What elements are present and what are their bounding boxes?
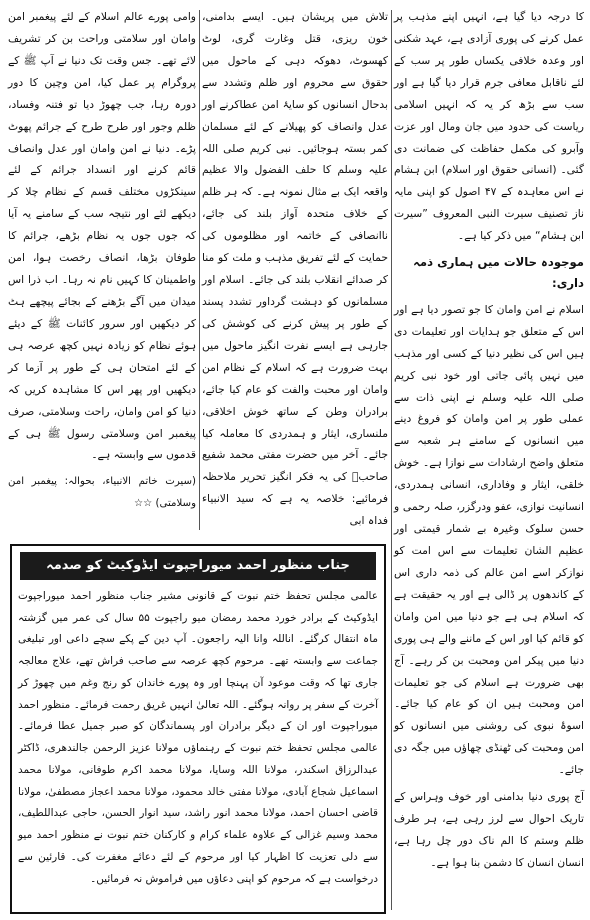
notice-body: عالمی مجلس تحفظ ختم نبوت کے قانونی مشیر جناب منظور احمد میوراجپوت ایڈوکیٹ کے برادر خورد محمد رمضان میو راجپوت ۵۵ سال کی عمر میں گزشتہ ماہ انتقال کرگئے۔ اناللہ وانا الیہ راجعون۔ آپ دین کے پکے سچے داعی اور تبلیغی جماعت سے وابستہ تھے۔ مرحوم کچھ عرصہ سے صاحب فراش تھے، علاج معالجہ جاری تھا کہ وقت موعود آن پہنچا اور وہ پورے خاندان کو رنج وغم میں چھوڑ کر آخرت کے سفر پر روانہ ہوگئے۔ اللہ تعالیٰ انہیں غریق رحمت فرمائے۔ منظور احمد میوراجپوت اور ان کے دیگر برادران اور پسماندگان کو صبر جمیل عطا فرمائے۔ عالمی مجلس تحفظ ختم نبوت کے رہنماؤں مولانا عزیز الرحمن جالندھری، ڈاکٹر عبدالرزاق اسکندر، مولانا اللہ وسایا، مولانا محمد اکرم طوفانی، مولانا محمد اسماعیل شجاع آبادی، مولانا مفتی خالد محمود، مولانا محمد اعجاز مصطفیٰ، مولانا قاضی احسان احمد، مولانا محمد انور راشد، سید انوار الحسن، حاجی عبداللطیف، محمد وسیم غزالی کے علاوہ علماء کرام و کارکنان ختم نبوت نے منظور احمد میو سے دلی تعزیت کا اظہار کیا اور مرحوم کے لئے دعائے مغفرت کی۔ قارئین سے درخواست ہے کہ مرحوم کو اپنی دعاؤں میں فراموش نہ فرمائیں۔ <box>18 590 378 885</box>
right-column-paragraph: آج پوری دنیا بدامنی اور خوف وہراس کے تاریک احوال سے لرز رہی ہے، ہر طرف ظلم وستم کا الم ناک دور چل رہا ہے، انسان انسان کا دشمن بنا ہوا ہے۔ <box>394 790 584 869</box>
left-column <box>8 6 196 536</box>
condolence-notice-box <box>10 544 386 914</box>
right-column-paragraph: کا درجہ دیا گیا ہے، انہیں اپنے مذہب پر عمل کرنے کی پوری آزادی ہے، عہد شکنی اور وعدہ خلافی یکساں طور پر سب کے لئے ناقابل معافی جرم قرار دیا گیا ہے اور سب سے بڑھ کر یہ کہ انہیں اسلامی ریاست کی حدود میں جان ومال اور عزت وآبرو کی مکمل حفاظت کی ضمانت دی گئی۔ (انسانی حقوق اور اسلام) ابن ہشام نے اس معاہدہ کے ۴۷ اصول کو اپنی مایہ ناز تصنیف سیرت النبی المعروف ”سیرت ابن ہشام“ میں ذکر کیا ہے۔ <box>394 10 584 243</box>
column-divider <box>391 10 392 910</box>
reference-note: (سیرت خاتم الانبیاء، بحوالہ: پیغمبر امن وسلامتی) ☆☆ <box>8 476 196 510</box>
notice-title: جناب منظور احمد میوراجپوت ایڈوکیٹ کو صدمہ <box>20 552 376 580</box>
column-divider <box>199 10 200 530</box>
section-heading: موجودہ حالات میں ہماری ذمہ داری: <box>413 255 584 291</box>
left-column-paragraph: وامی پورے عالم اسلام کے لئے پیغمبر امن وامان اور سلامتی وراحت بن کر تشریف لائے تھے۔ جس وقت تک دنیا نے آپ ﷺ کے پروگرام پر عمل کیا، امن وچین کا دور دورہ رہا، جب چھوڑ دیا تو فتنہ وفساد، ظلم وجور اور طرح طرح کے جرائم پھوٹ پڑے۔ دنیا نے امن وامان اور عدل وانصاف قائم کرنے اور انسداد جرائم کے لئے سینکڑوں مختلف قسم کے نظام چلا کر دیکھے لئے اور نتیجہ سب کے سامنے یہ آیا کہ جوں جوں یہ نظام بڑھے، جرائم کا طوفان بڑھا، انصاف رخصت ہوا، امن واطمینان کا کہیں نام نہ رہا۔ اب ذرا اس میدان میں آگے بڑھنے کے بجائے پیچھے ہٹ کر دیکھیں اور سرور کائنات ﷺ کے دیئے ہوئے نظام کو زیادہ نہیں کچھ عرصہ ہی کے لئے امتحان ہی کے طور پر آزما کر دیکھیں اور پھر اس کا مشاہدہ کریں کہ دنیا کو امن وامان، راحت وسلامتی، صرف پیغمبر امن وسلامتی رسول ﷺ ہی کے قدموں سے وابستہ ہے۔ <box>8 10 196 462</box>
middle-column-paragraph: تلاش میں پریشان ہیں۔ ایسے بدامنی، خون ریزی، قتل وغارت گری، لوٹ کھسوٹ، دھوکہ دہی کے ماحول میں حقوق سے محروم اور ظلم وتشدد سے بدحال انسانوں کو سایۂ امن عطاکرنے اور عدل وانصاف کو پھیلانے کے لئے مسلمان کمر بستہ ہوجائیں۔ نبی کریم صلی اللہ علیہ وسلم کا حلف الفضول والا عظیم واقعہ ایک بے مثال نمونہ ہے۔ کہ ہر ظلم کے خلاف متحدہ آواز بلند کی جائے، ناانصافی کے خاتمہ اور مظلوموں کی حمایت کے لئے تفریق مذہب و ملت کو منا کر صدائے انقلاب بلند کی جائے۔ اسلام اور مسلمانوں کو دہشت گرداور تشدد پسند کے طور پر پیش کرنے کی کوشش کی جارہی ہے ایسے نفرت انگیز ماحول میں بہت ضرورت ہے کہ اسلام کے نظام امن وامان اور محبت والفت کو عام کیا جائے، برادران وطن کے ساتھ خوش اخلاقی، ملنساری، ایثار و ہمدردی کا معاملہ کیا جائے۔ آخر میں حضرت مفتی محمد شفیع صاحبؒ کی یہ فکر انگیز تحریر ملاحظہ فرمائیے: خلاصہ یہ ہے کہ سید الانبیاء فداہ ابی <box>202 10 388 528</box>
right-column-paragraph: اسلام نے امن وامان کا جو تصور دیا ہے اور اس کے متعلق جو ہدایات اور تعلیمات دی ہیں اس کی نظیر دنیا کے کسی اور مذہب میں نہیں پائی جاتی اور خود نبی کریم صلی اللہ علیہ وسلم نے اپنی ذات سے عملی طور پر امن وامان کو فروغ دینے میں انسانوں کے سامنے ہر شعبہ سے متعلق واضح ارشادات سے نوازا ہے۔ خوش خلقی، ایثار و وفاداری، انسانی ہمدردی، انسانیت نوازی، عفو ودرگزر، صلہ رحمی و حسن سلوک وغیرہ بے شمار قیمتی اور عظیم الشان تعلیمات سے اس امت کو نوازکر اسے امن عالم کی ذمہ داری اس کے کاندھوں پر ڈالی ہے اور یہ حقیقت ہے کہ اسلام ہی ہے جو دنیا میں امن وامان کو قائم کیا اور اس کے ماننے والے ہی پوری دنیا میں پیکر امن ومحبت بن کر رہے۔ آج بھی ضرورت ہے اسلام کی جو تعلیمات امن ومحبت ہیں ان کو عام کیا جائے۔ اسوۂ نبوی کی روشنی میں انسانوں کو امن ومحبت کی ٹھنڈی چھاؤں میں جگہ دی جائے۔ <box>394 302 584 777</box>
right-column <box>394 6 584 914</box>
middle-column <box>202 6 388 536</box>
